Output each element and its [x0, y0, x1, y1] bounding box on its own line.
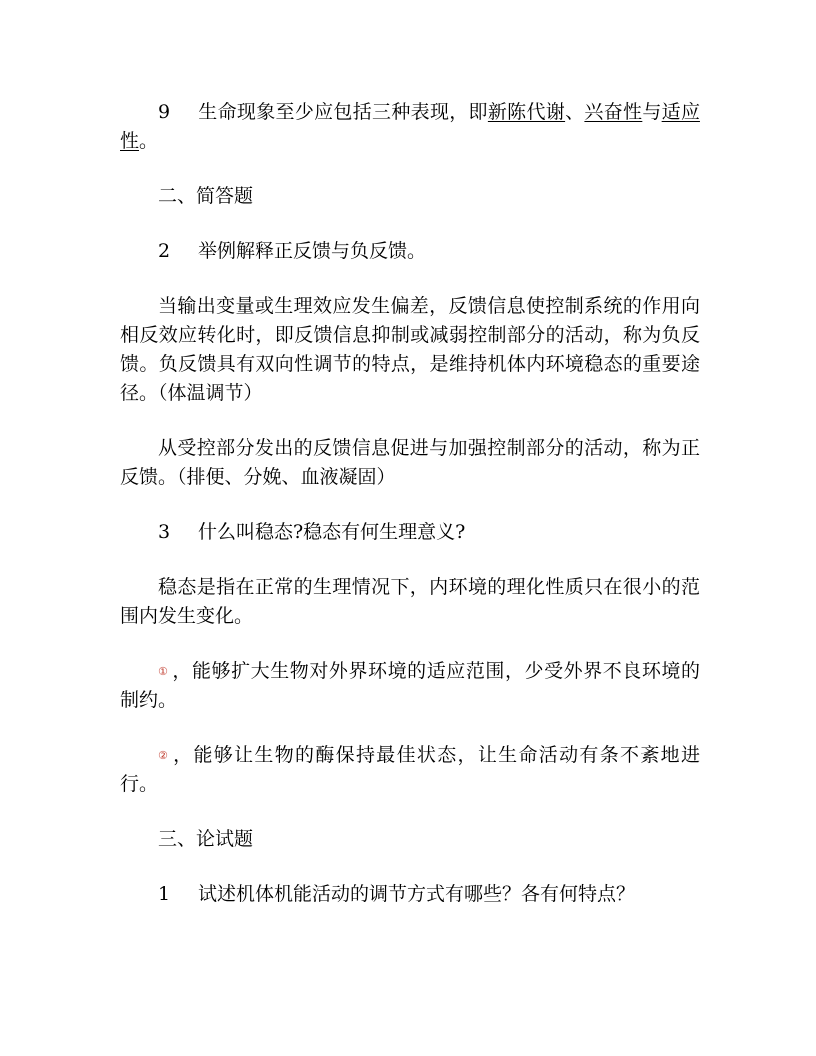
question-number: 3 [158, 521, 171, 543]
item-9-paragraph [120, 98, 700, 156]
underlined-term: 新陈代谢 [487, 101, 566, 123]
question-number: 2 [158, 240, 171, 262]
question-text: 试述机体机能活动的调节方式有哪些？各有何特点？ [198, 883, 636, 905]
circled-number-marker: ① [158, 665, 168, 678]
item-text: 生命现象至少应包括三种表现，即 [198, 101, 488, 123]
answer-3-point-1 [120, 657, 700, 715]
section-heading-essay: 三、论试题 [158, 828, 254, 850]
section-heading-short-answer: 二、简答题 [158, 185, 254, 207]
answer-2-negative-feedback: 当输出变量或生理效应发生偏差，反馈信息使控制系统的作用向相反效应转化时，即反馈信息抑制或减弱控制部分的活动，称为负反馈。负反馈具有双向性调节的特点，是维持机体内环境稳态的重要途径。（体温调节） [120, 295, 700, 404]
answer-3-point-2 [120, 741, 700, 799]
question-3 [120, 518, 700, 547]
question-1 [120, 880, 700, 909]
question-number: 1 [158, 883, 171, 905]
question-2 [120, 237, 700, 266]
separator: 、 [565, 101, 585, 123]
separator: 。 [139, 130, 159, 152]
item-number: 9 [158, 101, 171, 123]
question-text: 举例解释正反馈与负反馈。 [198, 240, 427, 262]
answer-3-definition: 稳态是指在正常的生理情况下，内环境的理化性质只在很小的范围内发生变化。 [120, 576, 700, 627]
underlined-term: 适应性 [120, 101, 700, 152]
point-text: ，能够让生物的酶保持最佳状态，让生命活动有条不紊地进行。 [120, 744, 700, 795]
separator: 与 [642, 101, 662, 123]
circled-number-marker: ② [158, 749, 168, 762]
underlined-term: 兴奋性 [584, 101, 643, 123]
answer-2-positive-feedback: 从受控部分发出的反馈信息促进与加强控制部分的活动，称为正反馈。（排便、分娩、血液凝固） [120, 437, 700, 488]
point-text: ，能够扩大生物对外界环境的适应范围，少受外界不良环境的制约。 [120, 660, 700, 711]
question-text: 什么叫稳态?稳态有何生理意义? [198, 521, 466, 543]
document-page [120, 98, 700, 935]
